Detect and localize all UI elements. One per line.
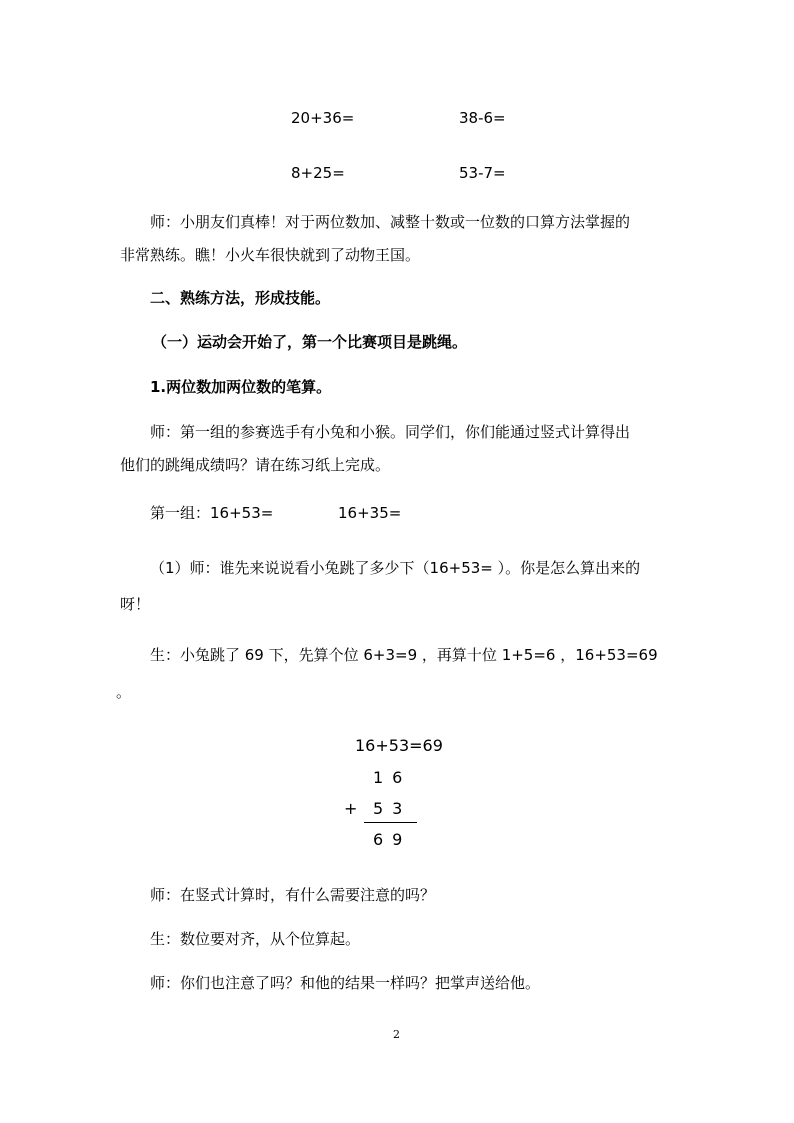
calc-result: 69 — [373, 830, 412, 849]
warmup-row2-left: 8+25= — [291, 164, 345, 182]
section-2-heading: 二、熟练方法，形成技能。 — [150, 289, 331, 307]
paragraph-3-line-1: （1）师：谁先来说说看小兔跳了多少下（16+53= ）。你是怎么算出来的 — [150, 559, 641, 577]
group-1-second-problem: 16+35= — [338, 504, 402, 522]
paragraph-1-line-1: 师：小朋友们真棒！对于两位数加、减整十数或一位数的口算方法掌握的 — [150, 213, 631, 231]
warmup-row2-right: 53-7= — [459, 164, 506, 182]
paragraph-2-line-1: 师：第一组的参赛选手有小兔和小猴。同学们，你们能通过竖式计算得出 — [150, 423, 631, 441]
warmup-row1-right: 38-6= — [459, 109, 506, 127]
item-1-heading: 1.两位数加两位数的笔算。 — [150, 378, 332, 396]
paragraph-4-line-2: 。 — [116, 683, 132, 701]
paragraph-5: 师：在竖式计算时，有什么需要注意的吗？ — [150, 886, 436, 904]
paragraph-7: 师：你们也注意了吗？和他的结果一样吗？把掌声送给他。 — [150, 974, 541, 992]
calc-equation: 16+53=69 — [355, 736, 443, 755]
paragraph-6: 生：数位要对齐，从个位算起。 — [150, 930, 361, 948]
paragraph-1-line-2: 非常熟练。瞧！小火车很快就到了动物王国。 — [120, 246, 421, 264]
calc-top-number: 16 — [373, 768, 412, 787]
paragraph-2-line-2: 他们的跳绳成绩吗？请在练习纸上完成。 — [120, 456, 391, 474]
warmup-row1-left: 20+36= — [291, 109, 355, 127]
group-1-label: 第一组：16+53= — [150, 504, 274, 522]
paragraph-4-line-1: 生：小兔跳了 69 下，先算个位 6+3=9 ，再算十位 1+5=6 ，16+53=69 — [150, 646, 658, 664]
calc-bottom-number: 53 — [373, 799, 412, 818]
page-number: 2 — [393, 1028, 400, 1041]
calc-divider-line — [364, 822, 417, 823]
subsection-1-heading: （一）运动会开始了，第一个比赛项目是跳绳。 — [152, 333, 468, 351]
calc-operator: + — [344, 799, 358, 818]
paragraph-3-line-2: 呀！ — [120, 595, 151, 613]
